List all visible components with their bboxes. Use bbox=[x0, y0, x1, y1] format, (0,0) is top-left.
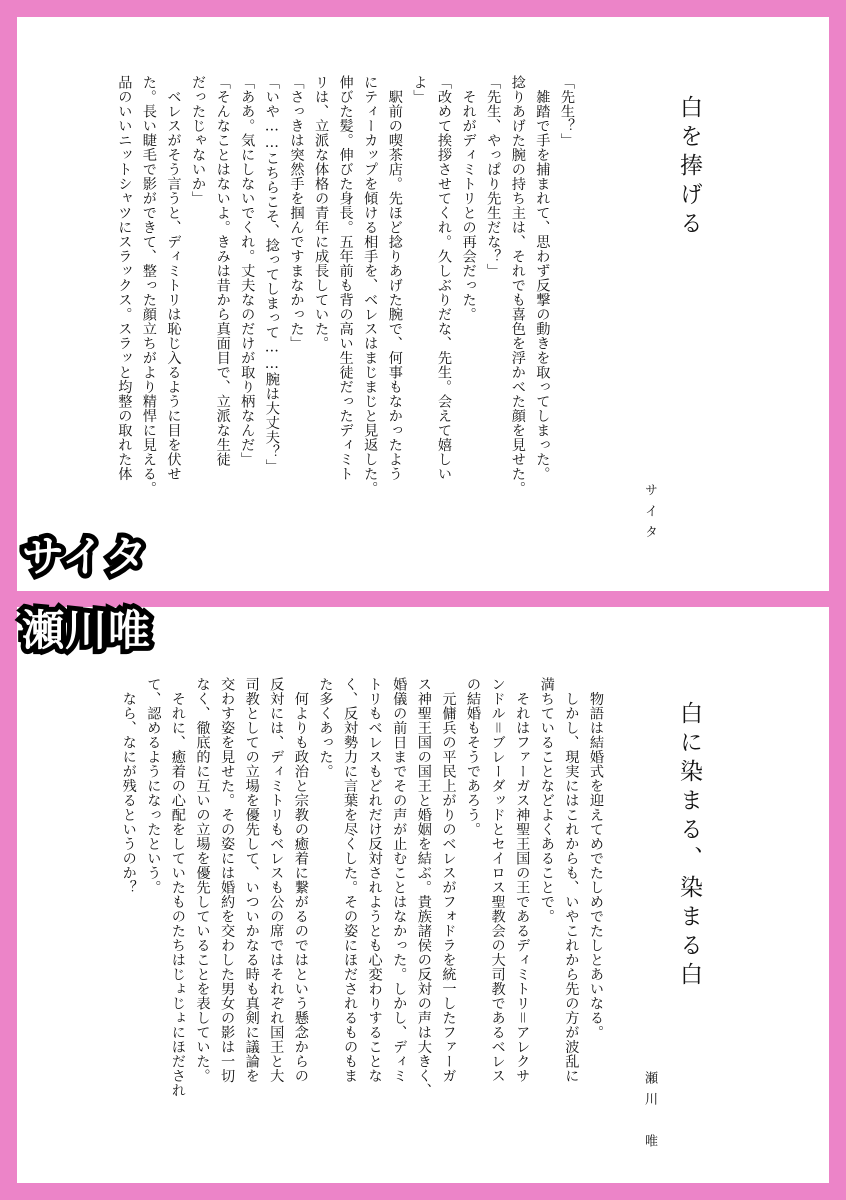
text-line: リは、立派な体格の青年に成長していた。 bbox=[313, 75, 330, 351]
text-line: にティーカップを傾ける相手を、ベレスはまじまじと見返した。 bbox=[362, 75, 379, 496]
text-line: て、認めるようになったという。 bbox=[145, 677, 162, 895]
text-line: しかし、現実にはこれからも、いやこれから先の方が波乱に bbox=[563, 677, 580, 1083]
text-line: ンドル＝ブレーダッドとセイロス聖教会の大司教であるベレス bbox=[489, 677, 506, 1083]
text-line: 雑踏で手を捕まれて、思わず反撃の動きを取ってしまった。 bbox=[534, 75, 551, 481]
text-line: 品のいいニットシャツにスラックス。スラッと均整の取れた体 bbox=[116, 75, 133, 481]
story-page-segawa bbox=[17, 607, 829, 1183]
text-line: なら、なにが残るというのか？ bbox=[120, 677, 137, 895]
text-line: 駅前の喫茶店。先ほど捻りあげた腕で、何事もなかったよう bbox=[386, 75, 403, 481]
text-line: 物語は結婚式を迎えてめでたしめでたしとあいなる。 bbox=[588, 677, 604, 1040]
story-title: 白を捧げる bbox=[676, 95, 702, 240]
text-line: ベレスがそう言うと、ディミトリは恥じ入るように目を伏せ bbox=[165, 75, 182, 481]
story-page-saita bbox=[17, 17, 829, 591]
text-line: ス神聖王国の国王と婚姻を結ぶ。貴族諸侯の反対の声は大きく、 bbox=[415, 677, 432, 1098]
text-line: 満ちていることなどよくあることで。 bbox=[538, 677, 555, 924]
text-line: た多くあった。 bbox=[317, 677, 334, 779]
text-line: 伸びた髪。伸びた身長。五年前も背の高い生徒だったディミト bbox=[337, 75, 354, 481]
author-caption: サイタ bbox=[22, 532, 149, 581]
text-line: く、反対勢力に言葉を尽くした。その姿にほだされるものもま bbox=[342, 677, 359, 1083]
author-caption: 瀬川唯 bbox=[22, 606, 152, 655]
text-line: それはファーガス神聖王国の王であるディミトリ＝アレクサ bbox=[514, 677, 531, 1083]
text-line: 「改めて挨拶させてくれ。久しぶりだな、先生。会えて嬉しい bbox=[436, 75, 453, 481]
text-line: 「先生、やっぱり先生だな？」 bbox=[485, 75, 502, 278]
story-body bbox=[112, 75, 579, 496]
text-line: だったじゃないか」 bbox=[190, 75, 207, 206]
text-line: 「いや……こちらこそ、捻ってしまって……腕は大丈夫？」 bbox=[263, 75, 280, 474]
text-line: それがディミトリとの再会だった。 bbox=[460, 75, 477, 322]
text-line: 元傭兵の平民上がりのベレスがフォドラを統一したファーガ bbox=[440, 677, 457, 1083]
text-line: 「ああ。気にしないでくれ。丈夫なのだけが取り柄なんだ」 bbox=[239, 75, 256, 467]
story-author: 瀬川 唯 bbox=[642, 1071, 657, 1155]
text-line: 反対には、ディミトリもベレスも公の席ではそれぞれ国王と大 bbox=[268, 677, 285, 1083]
text-line: 「先生？」 bbox=[559, 75, 575, 148]
text-line: た。長い睫毛で影ができて、整った顔立ちがより精悍に見える。 bbox=[140, 75, 157, 496]
text-line: なく、徹底的に互いの立場を優先していることを表していた。 bbox=[194, 677, 211, 1083]
story-body bbox=[116, 677, 608, 1098]
text-line: 婚儀の前日までその声が止むことはなかった。しかし、ディミ bbox=[391, 677, 408, 1083]
text-line: 捻りあげた腕の持ち主は、それでも喜色を浮かべた顔を見せた。 bbox=[509, 75, 526, 496]
text-line: の結婚もそうであろう。 bbox=[465, 677, 482, 837]
text-line: よ」 bbox=[411, 75, 428, 104]
text-line: 何よりも政治と宗教の癒着に繋がるのではという懸念からの bbox=[292, 677, 309, 1083]
text-line: 「さっきは突然手を掴んですまなかった」 bbox=[288, 75, 305, 351]
text-line: 「そんなことはないよ。きみは昔から真面目で、立派な生徒 bbox=[214, 75, 231, 467]
text-line: 司教としての立場を優先して、いついかなる時も真剣に議論を bbox=[243, 677, 260, 1083]
text-line: トリもベレスもどれだけ反対されようとも心変わりすることな bbox=[366, 677, 383, 1083]
story-title: 白に染まる、染まる白 bbox=[676, 701, 702, 991]
text-line: 交わす姿を見せた。その姿には婚約を交わした男女の影は一切 bbox=[219, 677, 236, 1083]
story-author: サイタ bbox=[642, 483, 657, 546]
text-line: それに、癒着の心配をしていたものたちはじょじょにほだされ bbox=[169, 677, 186, 1098]
